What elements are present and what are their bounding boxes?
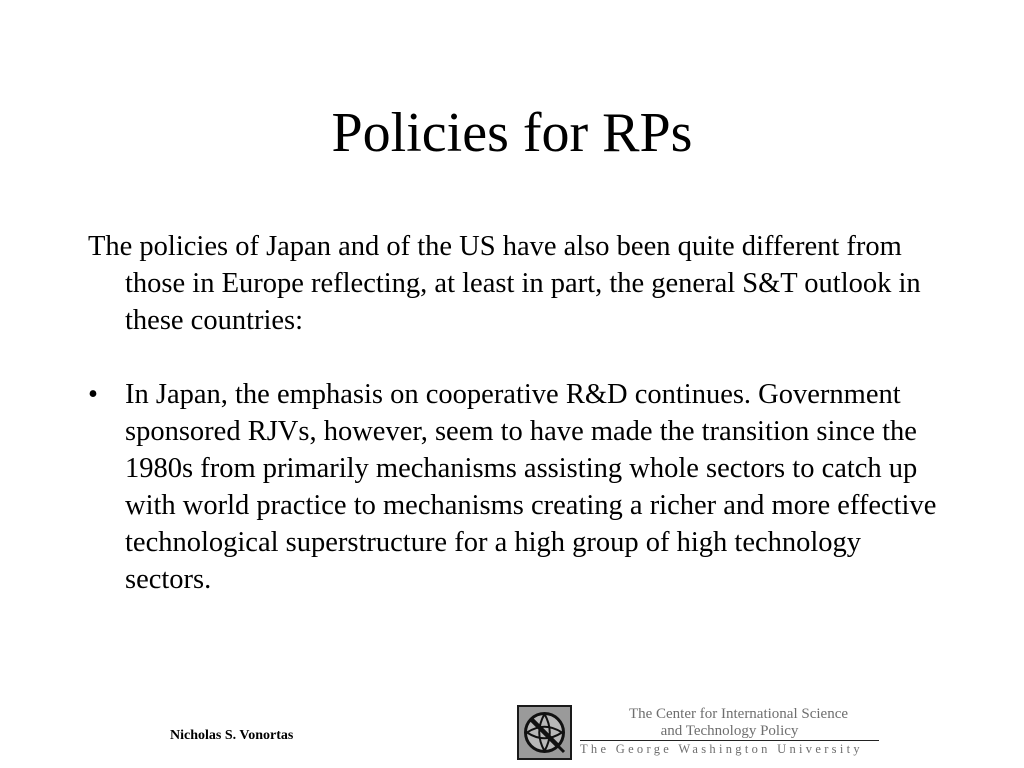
bullet-item — [88, 376, 948, 598]
intro-paragraph: The policies of Japan and of the US have also been quite different from those in Europe reflecting, at least in part, the general S&T outlook in these countries: — [88, 231, 921, 336]
slide-title: Policies for RPs — [331, 102, 693, 164]
org-name-line2: and Technology Policy — [580, 723, 879, 741]
org-name-line1: The Center for International Science — [628, 706, 849, 722]
university-name: The George Washington University — [580, 742, 863, 756]
globe-emblem-icon — [517, 705, 572, 760]
footer-organization — [580, 706, 885, 757]
bullet-text: In Japan, the emphasis on cooperative R&D continues. Government sponsored RJVs, however, seem to have made the transition since the 1980s from primarily mechanisms assisting whole sectors to catch up with world practice to mechanisms creating a richer and more effective technological superstructure for a high group of high technology sectors. — [125, 379, 937, 595]
slide-body — [88, 228, 948, 598]
bullet-marker: • — [88, 379, 98, 410]
footer-author: Nicholas S. Vonortas — [170, 728, 294, 743]
